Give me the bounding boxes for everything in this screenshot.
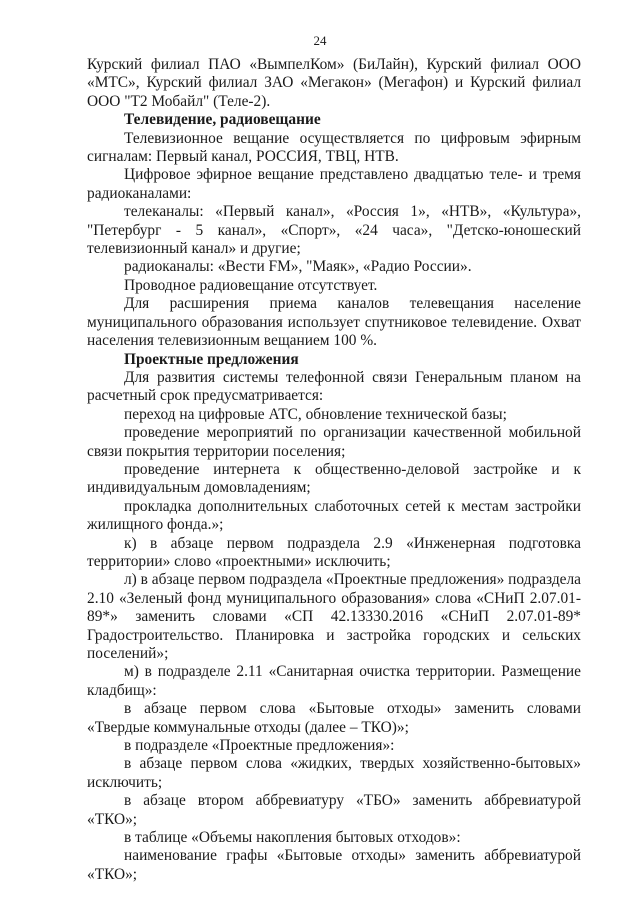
page-number: 24 xyxy=(313,33,327,48)
document-body xyxy=(87,56,581,884)
paragraph: в абзаце первом слова «Бытовые отходы» заменить словами «Твердые коммунальные отходы (далее – ТКО)»; xyxy=(87,700,581,736)
paragraph: л) в абзаце первом подраздела «Проектные предложения» подраздела 2.10 «Зеленый фонд муниципального образования» слова «СНиП 2.07.01-89*» заменить словами «СП 42.13330.2016 «СНиП 2.07.01-89* Градостроительство. Планировка и застройка городских и сельских поселений»; xyxy=(87,571,581,662)
paragraph: Цифровое эфирное вещание представлено двадцатью теле- и тремя радиоканалами: xyxy=(87,166,581,202)
section-heading: Проектные предложения xyxy=(124,350,299,368)
paragraph: Телевизионное вещание осуществляется по цифровым эфирным сигналам: Первый канал, РОССИЯ, ТВЦ, НТВ. xyxy=(87,129,581,166)
paragraph: проведение интернета к общественно-деловой застройке и к индивидуальным домовладениям; xyxy=(87,460,581,497)
paragraph: в абзаце первом слова «жидких, твердых хозяйственно-бытовых» исключить; xyxy=(87,755,581,791)
paragraph: к) в абзаце первом подраздела 2.9 «Инженерная подготовка территории» слово «проектными» исключить; xyxy=(87,534,581,570)
paragraph: прокладка дополнительных слаботочных сетей к местам застройки жилищного фонда.»; xyxy=(87,497,581,534)
paragraph: радиоканалы: «Вести FM», "Маяк», «Радио России». xyxy=(124,258,472,276)
paragraph: Для расширения приема каналов телевещания население муниципального образования использует спутниковое телевидение. Охват населения телевизионным вещанием 100 %. xyxy=(87,295,581,350)
paragraph: Проводное радиовещание отсутствует. xyxy=(124,276,378,294)
paragraph: телеканалы: «Первый канал», «Россия 1», «НТВ», «Культура», "Петербург - 5 канал», «Спорт», «24 часа», "Детско-юношеский телевизионный канал» и другие; xyxy=(87,203,581,258)
paragraph: м) в подразделе 2.11 «Санитарная очистка территории. Размещение кладбищ»: xyxy=(87,663,581,699)
paragraph: Курский филиал ПАО «ВымпелКом» (БиЛайн), Курский филиал ООО «МТС», Курский филиал ЗАО «Мегакон» (Мегафон) и Курский филиал ООО "Т2 Мобайл" (Теле-2). xyxy=(87,56,581,110)
paragraph: переход на цифровые АТС, обновление технической базы; xyxy=(124,405,507,423)
paragraph: наименование графы «Бытовые отходы» заменить аббревиатурой «ТКО»; xyxy=(87,847,581,883)
paragraph: проведение мероприятий по организации качественной мобильной связи покрытия территории поселения; xyxy=(87,424,581,460)
paragraph: в подразделе «Проектные предложения»: xyxy=(124,737,395,755)
paragraph: в таблице «Объемы накопления бытовых отходов»: xyxy=(124,829,461,847)
paragraph: в абзаце втором аббревиатуру «ТБО» заменить аббревиатурой «ТКО»; xyxy=(87,792,581,828)
section-heading: Телевидение, радиовещание xyxy=(124,111,321,129)
paragraph: Для развития системы телефонной связи Генеральным планом на расчетный срок предусматривается: xyxy=(87,368,581,405)
